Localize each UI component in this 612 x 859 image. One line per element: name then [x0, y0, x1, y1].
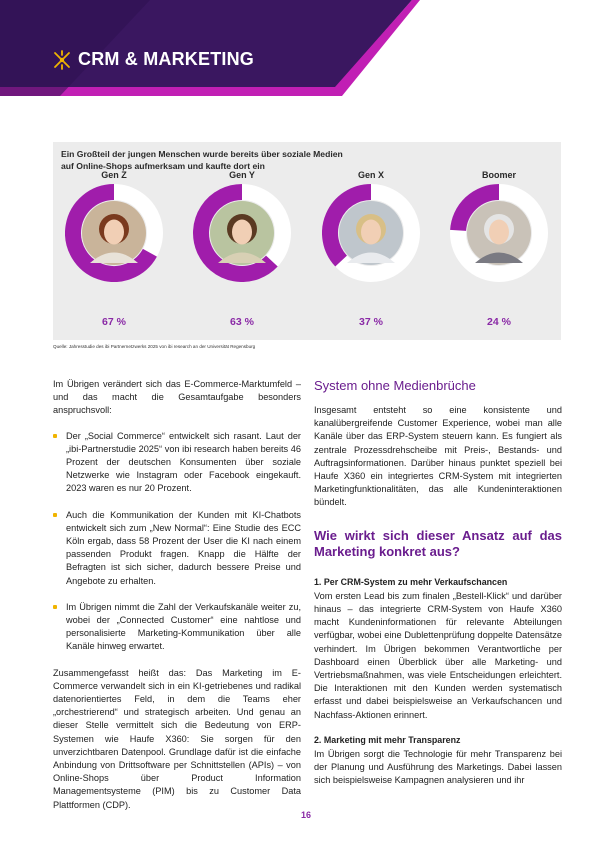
summary-paragraph: Zusammengefasst heißt das: Das Marketing im E-Commerce verwandelt sich in ein KI-getriebenes und radikal datenorientiertes Feld, in dem die Teams eher „orchestrierend“ und strategisch arbeiten. Und genau an dieser Stelle vermittelt sich die Bedeutung von ERP-Systemen wie Haufe X360: Sie sorgen für den unverzichtbaren Datenpool. Grundlage dafür ist die einfache Anbindung von Drittsoftware per Schnittstellen (APIs) – von Online-Shops über Product Information Managementsysteme (PIM) bis zu Customer Data Plattformen (CDP). [53, 667, 301, 810]
portrait-photo [467, 201, 531, 265]
right-column [314, 378, 562, 800]
donut-value-label: 24 % [487, 316, 511, 328]
portrait-photo [210, 201, 274, 265]
bullet-text: Auch die Kommunikation der Kunden mit KI-Chatbots entwickelt sich zum „New Normal“: Eine Studie des ECC Köln ergab, dass 58 Prozent der User die KI nach einem passenden Produkt fragen. Knapp die Hälfte der Befragten ist sich sicher, dadurch bessere Preise und Angebote zu erhalten. [66, 509, 301, 586]
subheading-crm: 1. Per CRM-System zu mehr Verkaufschancen [314, 576, 508, 587]
donut-chart-panel [53, 142, 561, 340]
bullet-text: Der „Social Commerce“ entwickelt sich rasant. Laut der „ibi-Partnerstudie 2025“ von ibi research haben bereits 46 Prozent der deutschen Konsumenten über soziale Netzwerke wie Instagram oder Facebook eingekauft. 2023 waren es nur 20 Prozent. [66, 430, 301, 494]
bullet-icon [53, 513, 57, 517]
intro-paragraph: Im Übrigen verändert sich das E-Commerce-Marktumfeld – und das macht die Gesamtaufgabe besonders anspruchsvoll: [53, 379, 301, 416]
donut-boomer [444, 170, 554, 326]
heading-system: System ohne Medienbrüche [314, 378, 476, 393]
donut-category-label: Boomer [481, 170, 516, 180]
chart-title-line-1: Ein Großteil der jungen Menschen wurde bereits über soziale Medien [61, 149, 343, 159]
donut-ring [65, 184, 163, 282]
paragraph-system: Insgesamt entsteht so eine konsistente und kanalübergreifende Customer Experience, wobei man alle Kanäle über das ERP-System steuern kann. Es fungiert als zentrale Prozessdrehscheibe mit Preis-, Bestands- und Auftragsinformationen. Darüber hinaus punktet speziell bei Haufe X360 ein integriertes CRM-System mit integrierten Marketingfunktionalitäten, das alle Kundeninteraktionen bündelt. [314, 405, 562, 508]
donut-ring [322, 184, 420, 282]
donut-ring [193, 184, 291, 282]
bullet-icon [53, 605, 57, 609]
donut-value-label: 37 % [359, 316, 383, 328]
page-header [0, 0, 612, 110]
chart-source: Quelle: Jahresstudie des ibi Partnernetzwerks 2025 von ibi research an der Universität Regensburg [53, 344, 256, 349]
portrait-photo [339, 201, 403, 265]
donut-category-label: Gen Y [229, 170, 255, 180]
list-item [53, 430, 301, 496]
paragraph-crm: Vom ersten Lead bis zum finalen „Bestell-Klick“ und darüber hinaus – das integrierte CRM-System von Haufe X360 macht Kundeninformationen für relevante Abteilungen verfügbar, wobei eine Dublettenprüfung doppelte Datensätze verhindert. Im Übrigen bekommen Verantwortliche per Dashboard einen Überblick über alle Marketing- und Vertriebsmaßnahmen, was viele Entscheidungen erleichtert. Die Interaktionen mit den Kunden werden systematisch erfasst und dabei beispielsweise an Verkaufschancen und Nachfass-Aktionen erinnert. [314, 590, 562, 720]
section-title: CRM & MARKETING [78, 49, 254, 69]
subheading-transparency: 2. Marketing mit mehr Transparenz [314, 734, 461, 745]
donut-category-label: Gen Z [101, 170, 127, 180]
list-item [53, 509, 301, 588]
bullet-icon [53, 434, 57, 438]
list-item [53, 601, 301, 654]
paragraph-transparency: Im Übrigen sorgt die Technologie für mehr Transparenz bei der Planung und Ausführung des Marketings. Dabei lassen sich beispielsweise Kampagnen analysieren und ihr [314, 749, 562, 786]
brand-logo-icon [52, 50, 72, 70]
portrait-photo [82, 201, 146, 265]
donut-gen-x [316, 170, 426, 326]
heading-approach: Wie wirkt sich dieser Ansatz auf das Marketing konkret aus? [314, 527, 562, 559]
chart-title-line-2: auf Online-Shops aufmerksam und kaufte dort ein [61, 161, 265, 172]
donut-gen-z [59, 170, 169, 326]
bullet-text: Im Übrigen nimmt die Zahl der Verkaufskanäle weiter zu, wobei der „Connected Customer“ eine nahtlose und personalisierte Marketing-Kommunikation über alle Kanäle hinweg erwartet. [66, 601, 301, 652]
donut-value-label: 67 % [102, 316, 126, 328]
left-column [53, 378, 301, 824]
page-number: 16 [300, 810, 311, 820]
bullet-list [53, 430, 301, 654]
donut-category-label: Gen X [357, 170, 384, 180]
donut-ring [450, 184, 548, 282]
donut-value-label: 63 % [230, 316, 254, 328]
donut-gen-y [187, 170, 297, 326]
